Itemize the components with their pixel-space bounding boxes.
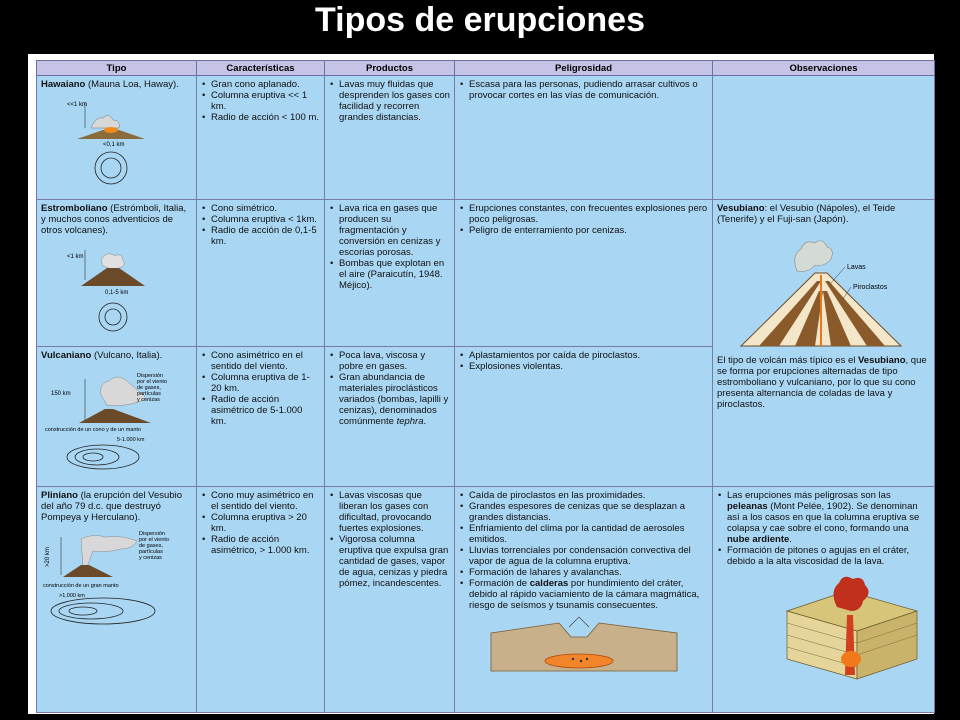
list-item: • Columna eruptiva > 20 km.	[211, 512, 320, 534]
type-location: (Mauna Loa, Haway).	[85, 79, 179, 90]
list-item: • Peligro de enterramiento por cenizas.	[469, 225, 708, 236]
list-item: • Columna eruptiva de 1-20 km.	[211, 372, 320, 394]
vesubiano-label: Vesubiano	[717, 203, 765, 215]
table-row-estromboliano	[37, 200, 935, 347]
text-run: Las erupciones más peligrosas son las	[727, 490, 891, 502]
type-name: Vulcaniano	[41, 349, 92, 361]
hawaiian-volcano-diagram	[41, 94, 186, 186]
type-location: (Estrómboli, Italia, y muchos conos adventicios de otros volcanes).	[41, 203, 187, 237]
fig-label-static: de gases,	[139, 543, 163, 550]
fig-label-static: por el viento	[137, 378, 167, 385]
text-run: .	[423, 415, 427, 427]
list-item: • Erupciones constantes, con frecuentes explosiones pero poco peligrosas.	[469, 203, 708, 225]
list-item: • Aplastamientos por caída de piroclastos.	[469, 350, 708, 361]
fig-label-static: partículas	[139, 549, 163, 556]
fig-label-static: y cenizas	[139, 555, 162, 562]
vesubiano-explanation	[717, 355, 930, 410]
list-item: • Radio de acción < 100 m.	[211, 112, 320, 123]
type-location: (Vulcano, Italia).	[91, 349, 163, 361]
list-item: • Bombas que explotan en el aire (Paraicutín, 1948. Méjico).	[339, 258, 450, 291]
peligrosidad-cell	[455, 200, 713, 347]
type-name: Pliniano	[41, 490, 78, 502]
fig-label: construcción de un cono y de un manto	[45, 426, 142, 433]
text-run-italic: tephra	[396, 415, 424, 427]
text-run-bold: peleanas	[727, 501, 768, 513]
fig-label: >20 km	[45, 547, 51, 568]
fig-label: <0,1 km	[103, 142, 125, 148]
list-item: • Lluvias torrenciales por condensación convectiva del vapor de agua de la columna eruptiva.	[469, 545, 708, 567]
fig-label-static: Dispersión	[139, 531, 165, 538]
caldera-diagram	[489, 615, 679, 673]
list-item: • Enfriamiento del clima por la cantidad de aerosoles emitidos.	[469, 523, 708, 545]
observaciones-cell-pliniano	[713, 487, 935, 713]
list-item: • Lavas viscosas que liberan los gases con dificultad, provocando fuertes explosiones.	[339, 490, 450, 534]
tipo-cell	[37, 346, 197, 486]
text-run: (Mont Pelée, 1902). Se denominan así a los casos en que la columna eruptiva se colapsa y cae sobre el cono, formando una	[727, 501, 920, 535]
observaciones-cell-vesubiano	[713, 200, 935, 487]
list-item: • Formación de lahares y avalanchas.	[469, 567, 708, 578]
productos-cell	[325, 487, 455, 713]
fig-label: <1 km	[67, 254, 84, 261]
list-item	[727, 490, 930, 545]
peligrosidad-cell	[455, 487, 713, 713]
page-title: Tipos de erupciones	[314, 1, 645, 39]
list-item	[469, 578, 708, 611]
list-item: • Radio de acción asimétrico de 5-1.000 km.	[211, 394, 320, 427]
list-item: • Cono simétrico.	[211, 203, 320, 214]
fig-label-lavas: Lavas	[846, 264, 866, 272]
text-run: , que se forma por erupciones alternadas de tipo estromboliano y vulcaniano, por lo que su cono presenta alternancia de coladas de lava y piroclastos.	[717, 355, 927, 411]
peligrosidad-cell	[455, 76, 713, 200]
fig-label-static: por el viento	[139, 537, 169, 544]
list-item: • Radio de acción asimétrico, > 1.000 km.	[211, 534, 320, 556]
type-name: Estromboliano	[41, 203, 108, 215]
vesubian-volcano-diagram	[719, 231, 929, 351]
list-item: • Columna eruptiva < 1km.	[211, 214, 320, 225]
header-peligrosidad: Peligrosidad	[455, 61, 713, 76]
caracteristicas-cell	[197, 200, 325, 347]
list-item: • Caída de piroclastos en las proximidades.	[469, 490, 708, 501]
fig-label: construcción de un gran manto	[43, 583, 119, 590]
list-item: • Explosiones violentas.	[469, 361, 708, 372]
observaciones-cell-empty	[713, 76, 935, 200]
list-item: • Gran cono aplanado.	[211, 79, 320, 90]
table-header-row	[37, 61, 935, 76]
list-item: • Columna eruptiva << 1 km.	[211, 90, 320, 112]
fig-label-piroclastos: Piroclastos	[852, 284, 887, 292]
list-item: • Formación de pitones o agujas en el cráter, debido a la alta viscosidad de la lava.	[727, 545, 930, 567]
fig-label-static: Dispersión	[137, 372, 163, 379]
plinian-volcano-diagram	[41, 527, 191, 627]
text-run: Gran abundancia de materiales piroclásticos variados (bombas, lapilli y cenizas), denominados comúnmente	[339, 371, 449, 427]
list-item: • Lavas muy fluidas que desprenden los gases con facilidad y recorren grandes distancias.	[339, 79, 450, 123]
tipo-cell	[37, 487, 197, 713]
fig-label: 150 km	[51, 390, 71, 397]
tipo-cell	[37, 200, 197, 347]
list-item: • Lava rica en gases que producen su fragmentación y conversión en cenizas y escorias porosas.	[339, 203, 450, 258]
header-observaciones: Observaciones	[713, 61, 935, 76]
header-caracteristicas: Características	[197, 61, 325, 76]
list-item: • Vigorosa columna eruptiva que expulsa gran cantidad de gases, vapor de agua, cenizas y piedra pómez, incandescentes.	[339, 534, 450, 589]
type-name: Hawaiano	[41, 79, 86, 90]
text-run: .	[789, 534, 792, 546]
strombolian-volcano-diagram	[41, 240, 186, 335]
text-run: por hundimiento del cráter, debido al rápido vaciamiento de la cámara magmática, riesgo de seísmos y tsunamis consecuentes.	[469, 578, 700, 612]
list-item: • Escasa para las personas, pudiendo arrasar cultivos o provocar cortes en las vías de comunicación.	[469, 79, 708, 101]
fig-label-static: de gases,	[137, 384, 161, 391]
fig-label: <<1 km	[67, 102, 88, 108]
text-run: El tipo de volcán más típico es el	[717, 355, 858, 367]
list-item: • Poca lava, viscosa y pobre en gases.	[339, 350, 450, 372]
peligrosidad-cell	[455, 346, 713, 486]
productos-cell	[325, 346, 455, 486]
peleean-block-diagram	[777, 571, 927, 681]
table-sheet	[28, 54, 934, 714]
list-item: • Radio de acción de 0,1-5 km.	[211, 225, 320, 247]
vesubiano-examples: : el Vesubio (Nápoles), el Teide (Tenerife) y el Fuji-san (Japón).	[717, 203, 896, 226]
text-run-bold: calderas	[529, 578, 569, 590]
fig-label-static: y cenizas	[137, 396, 160, 403]
fig-label: >1.000 km	[59, 593, 85, 600]
fig-label: 5-1.000 km	[117, 436, 145, 443]
productos-cell	[325, 200, 455, 347]
caracteristicas-cell	[197, 487, 325, 713]
list-item	[339, 372, 450, 427]
table-row-pliniano	[37, 487, 935, 713]
vesubiano-text	[717, 203, 930, 225]
eruption-types-table	[36, 60, 935, 713]
list-item: • Cono muy asimétrico en el sentido del viento.	[211, 490, 320, 512]
text-run: Formación de	[469, 578, 530, 590]
text-run-bold: Vesubiano	[858, 355, 906, 367]
productos-cell	[325, 76, 455, 200]
header-tipo: Tipo	[37, 61, 197, 76]
list-item: • Grandes espesores de cenizas que se desplazan a grandes distancias.	[469, 501, 708, 523]
text-run-bold: nube ardiente	[727, 534, 790, 546]
caracteristicas-cell	[197, 346, 325, 486]
caracteristicas-cell	[197, 76, 325, 200]
fig-label: 0,1-5 km	[105, 290, 129, 297]
tipo-cell	[37, 76, 197, 200]
list-item: • Cono asimétrico en el sentido del viento.	[211, 350, 320, 372]
table-row-hawaiano	[37, 76, 935, 200]
fig-label-static: partículas	[137, 390, 161, 397]
header-productos: Productos	[325, 61, 455, 76]
type-location: (la erupción del Vesubio del año 79 d.c. que destruyó Pompeya y Herculano).	[41, 490, 182, 524]
vulcanian-volcano-diagram	[41, 365, 191, 475]
